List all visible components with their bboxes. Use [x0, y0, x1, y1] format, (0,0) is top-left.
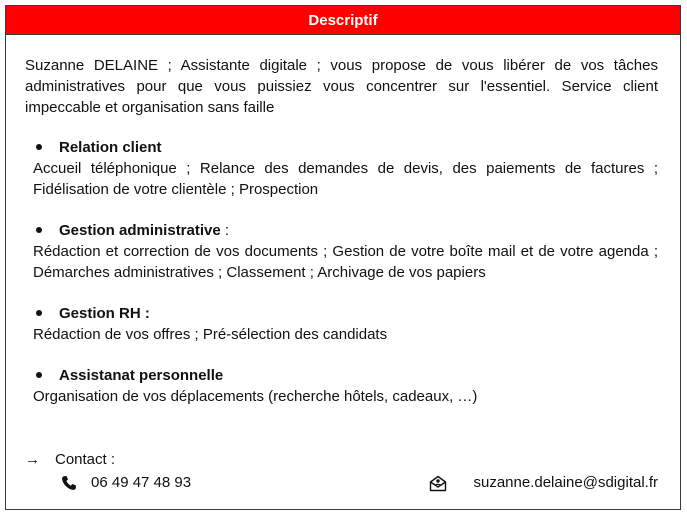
phone-icon	[61, 475, 91, 491]
intro-paragraph: Suzanne DELAINE ; Assistante digitale ; vous propose de vous libérer de vos tâches administratives pour que vous puissiez vous concentrer sur l'essentiel. Service client impeccable et organisation sans faille	[25, 57, 658, 116]
email-row	[429, 472, 658, 493]
section-heading	[33, 220, 658, 241]
bullet-icon	[36, 310, 42, 316]
section-title: Gestion administrative	[59, 222, 221, 239]
section-assistanat-personnelle	[33, 365, 658, 407]
section-heading	[33, 365, 658, 386]
section-gestion-rh	[33, 303, 658, 345]
section-heading	[33, 137, 658, 158]
bullet-icon	[36, 144, 42, 150]
card-header	[6, 6, 680, 35]
arrow-right-icon: →	[25, 451, 40, 468]
bullet-icon	[36, 227, 42, 233]
contact-label-row	[25, 449, 115, 470]
section-relation-client	[33, 137, 658, 200]
envelope-person-icon	[429, 474, 447, 492]
header-title: Descriptif	[308, 11, 378, 29]
section-title: Gestion RH :	[59, 305, 150, 322]
section-text: Organisation de vos déplacements (recherche hôtels, cadeaux, …)	[33, 388, 478, 405]
contact-label: Contact :	[55, 451, 116, 468]
bullet-icon	[36, 372, 42, 378]
section-heading	[33, 303, 658, 324]
descriptif-card	[5, 5, 681, 510]
section-text: Rédaction et correction de vos documents ; Gestion de votre boîte mail et de votre agenda ; Démarches administratives ; Classement ; Archivage de vos papiers	[33, 243, 658, 281]
section-gestion-administrative	[33, 220, 658, 283]
phone-number[interactable]: 06 49 47 48 93	[91, 474, 192, 491]
section-text: Rédaction de vos offres ; Pré-sélection des candidats	[33, 326, 388, 343]
phone-row	[61, 472, 191, 493]
section-text: Accueil téléphonique ; Relance des demandes de devis, des paiements de factures ; Fidélisation de votre clientèle ; Prospection	[33, 160, 658, 198]
section-title: Relation client	[59, 139, 162, 156]
section-title: Assistanat personnelle	[59, 367, 224, 384]
email-address[interactable]: suzanne.delaine@sdigital.fr	[473, 474, 658, 491]
section-title-suffix: :	[220, 222, 230, 239]
